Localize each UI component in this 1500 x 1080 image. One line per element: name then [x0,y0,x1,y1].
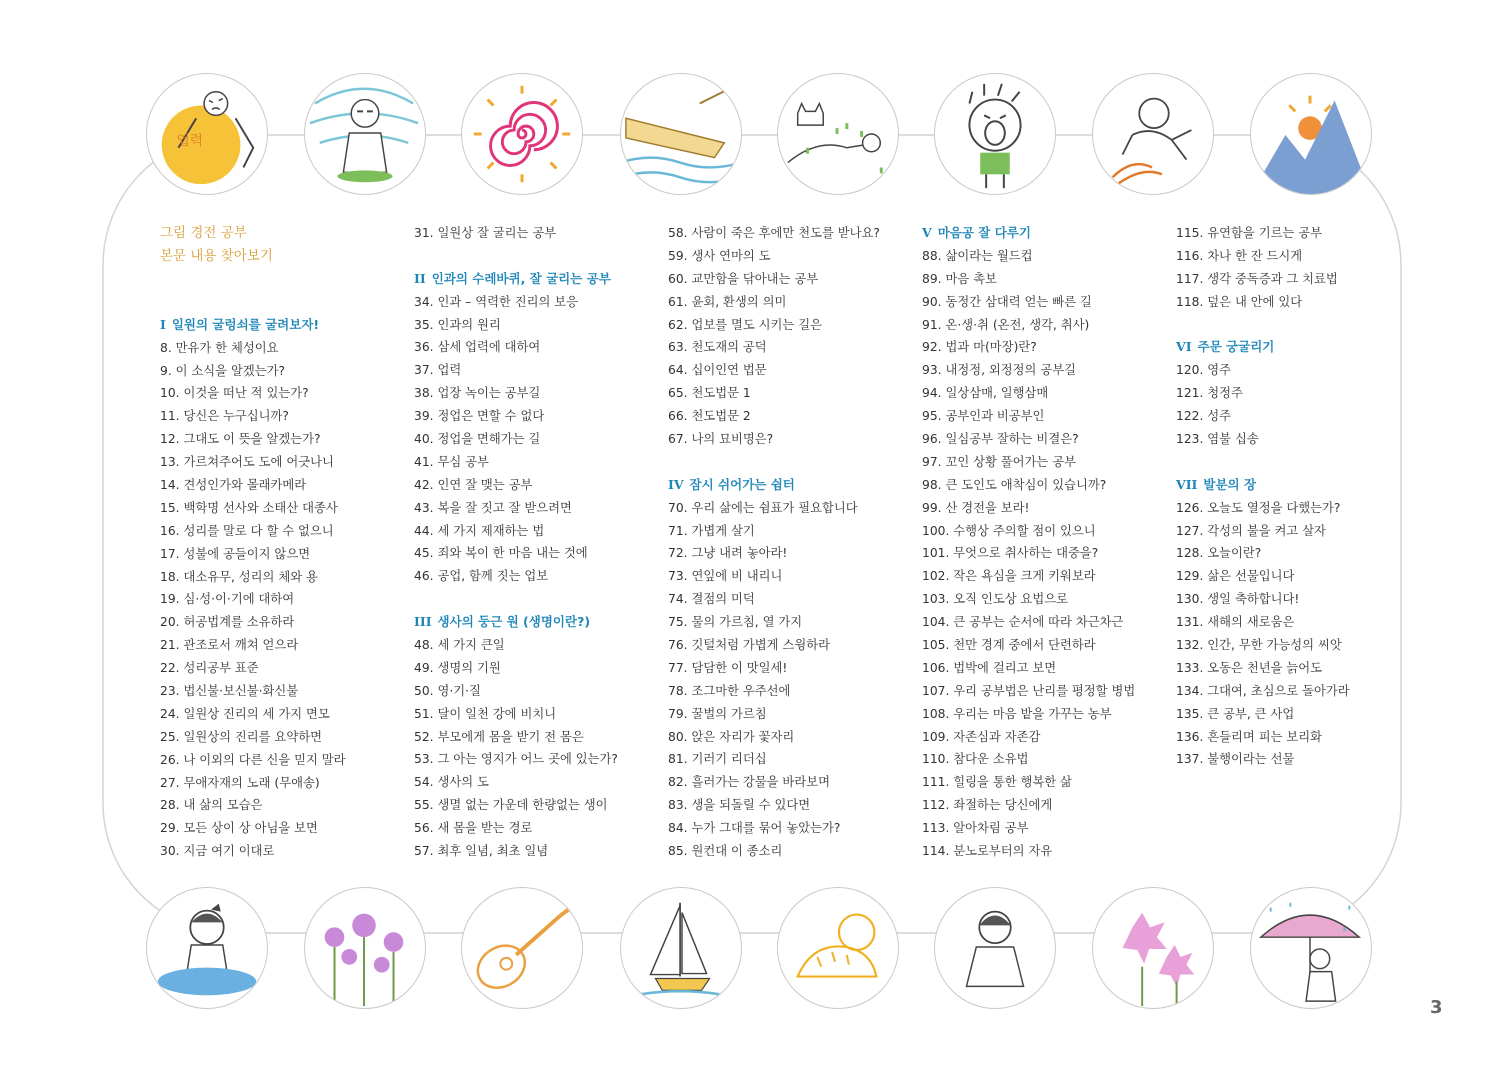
toc-item: 29. 모든 상이 상 아님을 보면 [160,821,318,836]
section-heading-6: VI 주문 궁굴리기 [1176,339,1275,355]
toc-item: 75. 물의 가르침, 열 가지 [668,615,803,630]
toc-item: 36. 삼세 업력에 대하여 [414,340,541,355]
toc-item: 31. 일원상 잘 굴리는 공부 [414,226,557,240]
toc-item: 42. 인연 잘 맺는 공부 [414,477,533,492]
toc-item: 59. 생사 연마의 도 [668,248,771,263]
toc-item: 129. 삶은 선물입니다 [1176,569,1295,584]
toc-item: 39. 정업은 면할 수 없다 [414,409,545,424]
shouting-boy-icon [934,73,1056,195]
toc-item: 14. 견성인가와 몰래카메라 [160,478,307,493]
toc-item: 16. 성리를 말로 다 할 수 없으니 [160,523,334,538]
toc-item: 113. 알아차림 공부 [922,821,1029,836]
toc-item: 50. 영·기·질 [414,683,481,698]
lying-man-cat-icon [777,73,899,195]
toc-item: 62. 업보를 멸도 시키는 길은 [668,317,822,332]
toc-item: 85. 원컨대 이 종소리 [668,844,783,859]
toc-column-2 [414,222,618,863]
toc-item: 65. 천도법문 1 [668,386,751,401]
girl-umbrella-icon [1250,887,1372,1009]
toc-item: 109. 자존심과 자존감 [922,729,1041,744]
toc-item: 67. 나의 묘비명은? [668,432,774,447]
toc-item: 76. 깃털처럼 가볍게 스윙하라 [668,638,830,653]
toc-item: 128. 오늘이란? [1176,546,1262,561]
toc-item: 46. 공업, 함께 짓는 업보 [414,569,549,584]
toc-item: 28. 내 삶의 모습은 [160,798,263,813]
toc-item: 137. 불행이라는 선물 [1176,752,1295,767]
toc-item: 20. 허공법계를 소유하라 [160,615,295,630]
toc-item: 52. 부모에게 몸을 받기 전 몸은 [414,729,584,744]
toc-item: 99. 산 경전을 보라! [922,500,1030,515]
toc-item: 23. 법신불·보신불·화신불 [160,684,299,699]
toc-item: 111. 힐링을 통한 행복한 삶 [922,775,1072,790]
page-number: 3 [1430,997,1443,1018]
toc-item: 49. 생명의 기원 [414,660,501,675]
toc-item: 82. 흘러가는 강물을 바라보며 [668,775,830,790]
toc-item: 115. 유연함을 기르는 공부 [1176,226,1323,240]
toc-item: 21. 관조로서 깨쳐 얻으라 [160,638,299,653]
toc-item: 100. 수행상 주의할 점이 있으니 [922,523,1096,538]
toc-item: 64. 십이인연 법문 [668,363,767,378]
toc-item: 58. 사람이 죽은 후에만 천도를 받나요? [668,226,880,240]
toc-item: 71. 가볍게 살기 [668,523,755,538]
toc-item: 25. 일원상의 진리를 요약하면 [160,729,322,744]
toc-item: 84. 누가 그대를 묶어 놓았는가? [668,821,841,836]
toc-item: 103. 오직 인도상 요법으로 [922,592,1069,607]
toc-item: 126. 오늘도 열정을 다했는가? [1176,500,1341,515]
toc-item: 12. 그대도 이 뜻을 알겠는가? [160,432,321,447]
section-heading-2: II 인과의 수레바퀴, 잘 굴리는 공부 [414,270,611,286]
toc-item: 73. 연잎에 비 내리니 [668,569,783,584]
jumping-boy-icon [1092,73,1214,195]
toc-item: 8. 만유가 한 체성이요 [160,340,279,355]
toc-item: 133. 오동은 천년을 늙어도 [1176,660,1323,675]
toc-item: 19. 심·성·이·기에 대하여 [160,592,295,607]
toc-item: 44. 세 가지 제재하는 법 [414,523,545,538]
toc-item: 26. 나 이외의 다른 신을 믿지 말라 [160,752,346,767]
toc-item: 117. 생각 중독증과 그 치료법 [1176,271,1338,286]
toc-item: 37. 업력 [414,363,462,378]
toc-item: 108. 우리는 마음 밭을 가꾸는 농부 [922,706,1112,721]
toc-item: 18. 대소유무, 성리의 체와 용 [160,569,318,584]
toc-item: 27. 무애자재의 노래 (무애송) [160,775,320,790]
svg-text:업력: 업력 [176,132,204,149]
toc-item: 13. 가르쳐주어도 도에 어긋나니 [160,455,334,470]
toc-item: 74. 결점의 미덕 [668,592,755,607]
section-heading-7: VII 발분의 장 [1176,476,1257,492]
toc-item: 80. 앉은 자리가 꽃자리 [668,729,795,744]
toc-item: 9. 이 소식을 알겠는가? [160,363,286,378]
toc-item: 35. 인과의 원리 [414,317,501,332]
section-heading-1: I 일원의 굴렁쇠를 굴려보자! [160,316,320,332]
toc-item: 72. 그냥 내려 놓아라! [668,546,788,561]
toc-item: 89. 마음 촉보 [922,271,997,286]
toc-item: 53. 그 아는 영지가 어느 곳에 있는가? [414,752,618,767]
toc-item: 40. 정업을 면해가는 길 [414,432,541,447]
meditating-girl-icon [934,887,1056,1009]
page-title-line-2: 본문 내용 찾아보기 [160,248,273,264]
toc-item: 70. 우리 삶에는 쉼표가 필요합니다 [668,500,858,515]
toc-item: 120. 영주 [1176,363,1232,378]
sailboat-icon [620,887,742,1009]
toc-item: 41. 무심 공부 [414,454,489,469]
section-heading-3: III 생사의 둥근 원 (생명이란?) [414,614,591,630]
toc-item: 55. 생멸 없는 가운데 한량없는 생이 [414,798,608,813]
tiger-icon [777,887,899,1009]
toc-column-5 [1176,222,1350,771]
toc-item: 92. 법과 마(마장)란? [922,340,1037,355]
toc-column-1 [160,222,346,863]
toc-item: 98. 큰 도인도 애착심이 있습니까? [922,477,1107,492]
toc-item: 97. 꼬인 상황 풀어가는 공부 [922,454,1076,469]
section-heading-4: IV 잠시 쉬어가는 쉼터 [668,476,795,492]
mountain-sunrise-icon [1250,73,1372,195]
toc-item: 63. 천도재의 공덕 [668,340,767,355]
toc-item: 10. 이것을 떠난 적 있는가? [160,386,309,401]
toc-item: 45. 죄와 복이 한 마음 내는 것에 [414,546,588,561]
toc-item: 51. 달이 일천 강에 비치니 [414,706,557,721]
toc-item: 127. 각성의 불을 켜고 살자 [1176,523,1326,538]
toc-item: 105. 천만 경계 중에서 단련하라 [922,638,1096,653]
toc-item: 22. 성리공부 표준 [160,661,259,676]
toc-item: 11. 당신은 누구십니까? [160,409,289,424]
toc-item: 15. 백학명 선사와 소태산 대종사 [160,500,338,515]
girl-on-rock-icon [146,887,268,1009]
toc-item: 17. 성불에 공들이지 않으면 [160,546,311,561]
toc-column-4 [922,222,1135,863]
toc-item: 79. 꿀벌의 가르침 [668,706,767,721]
toc-item: 60. 교만함을 닦아내는 공부 [668,271,819,286]
toc-item: 88. 삶이라는 월드컵 [922,248,1033,263]
toc-item: 95. 공부인과 비공부인 [922,409,1045,424]
toc-column-3 [668,222,880,863]
toc-item: 57. 최후 일념, 최초 일념 [414,844,549,859]
toc-item: 102. 작은 욕심을 크게 키워보라 [922,569,1096,584]
toc-item: 38. 업장 녹이는 공부길 [414,386,541,401]
toc-item: 135. 큰 공부, 큰 사업 [1176,706,1295,721]
pink-lilies-icon [1092,887,1214,1009]
toc-item: 90. 동정간 삼대력 얻는 빠른 길 [922,294,1092,309]
toc-item: 110. 참다운 소유법 [922,752,1029,767]
toc-item: 116. 차나 한 잔 드시게 [1176,248,1303,263]
toc-item: 56. 새 몸을 받는 경로 [414,821,533,836]
toc-item: 96. 일심공부 잘하는 비결은? [922,432,1079,447]
toc-item: 34. 인과 – 역력한 진리의 보응 [414,294,579,309]
toc-item: 112. 좌절하는 당신에게 [922,798,1053,813]
boat-icon [620,73,742,195]
toc-item: 114. 분노로부터의 자유 [922,844,1053,859]
toc-item: 134. 그대여, 초심으로 돌아가라 [1176,683,1350,698]
toc-item: 118. 덮은 내 안에 있다 [1176,294,1303,309]
guitar-icon [461,887,583,1009]
toc-item: 122. 성주 [1176,409,1232,424]
toc-item: 81. 기러기 리더십 [668,752,767,767]
toc-item: 101. 무엇으로 취사하는 대중을? [922,546,1099,561]
toc-item: 107. 우리 공부법은 난리를 평정할 병법 [922,683,1136,698]
spiral-icon [461,73,583,195]
toc-item: 121. 청정주 [1176,386,1243,401]
toc-item: 123. 염불 십송 [1176,432,1259,447]
toc-item: 94. 일상삼매, 일행삼매 [922,386,1049,401]
meditating-man-icon [304,73,426,195]
page-title-line-1: 그림 경전 공부 [160,225,247,241]
section-heading-5: V 마음공 잘 다루기 [922,225,1031,240]
toc-item: 104. 큰 공부는 순서에 따라 차근차근 [922,615,1124,630]
toc-item: 61. 윤회, 환생의 의미 [668,294,787,309]
toc-item: 30. 지금 여기 이대로 [160,844,275,859]
toc-item: 91. 온·생·취 (온전, 생각, 취사) [922,317,1090,332]
toc-item: 54. 생사의 도 [414,775,489,790]
karma-ball-icon [146,73,268,195]
toc-item: 77. 담담한 이 맛일세! [668,660,788,675]
toc-item: 83. 생을 되돌릴 수 있다면 [668,798,811,813]
toc-item: 66. 천도법문 2 [668,409,751,424]
toc-item: 78. 조그마한 우주선에 [668,683,791,698]
toc-item: 132. 인간, 무한 가능성의 씨앗 [1176,638,1342,653]
toc-item: 130. 생일 축하합니다! [1176,592,1300,607]
toc-item: 136. 흔들리며 피는 보리화 [1176,729,1323,744]
toc-item: 93. 내정정, 외정정의 공부길 [922,363,1076,378]
toc-item: 48. 세 가지 큰일 [414,638,505,653]
toc-item: 106. 법박에 걸리고 보면 [922,660,1057,675]
toc-item: 43. 복을 잘 짓고 잘 받으려면 [414,500,572,515]
toc-item: 131. 새해의 새로움은 [1176,615,1295,630]
purple-flowers-icon [304,887,426,1009]
toc-item: 24. 일원상 진리의 세 가지 면모 [160,706,330,721]
